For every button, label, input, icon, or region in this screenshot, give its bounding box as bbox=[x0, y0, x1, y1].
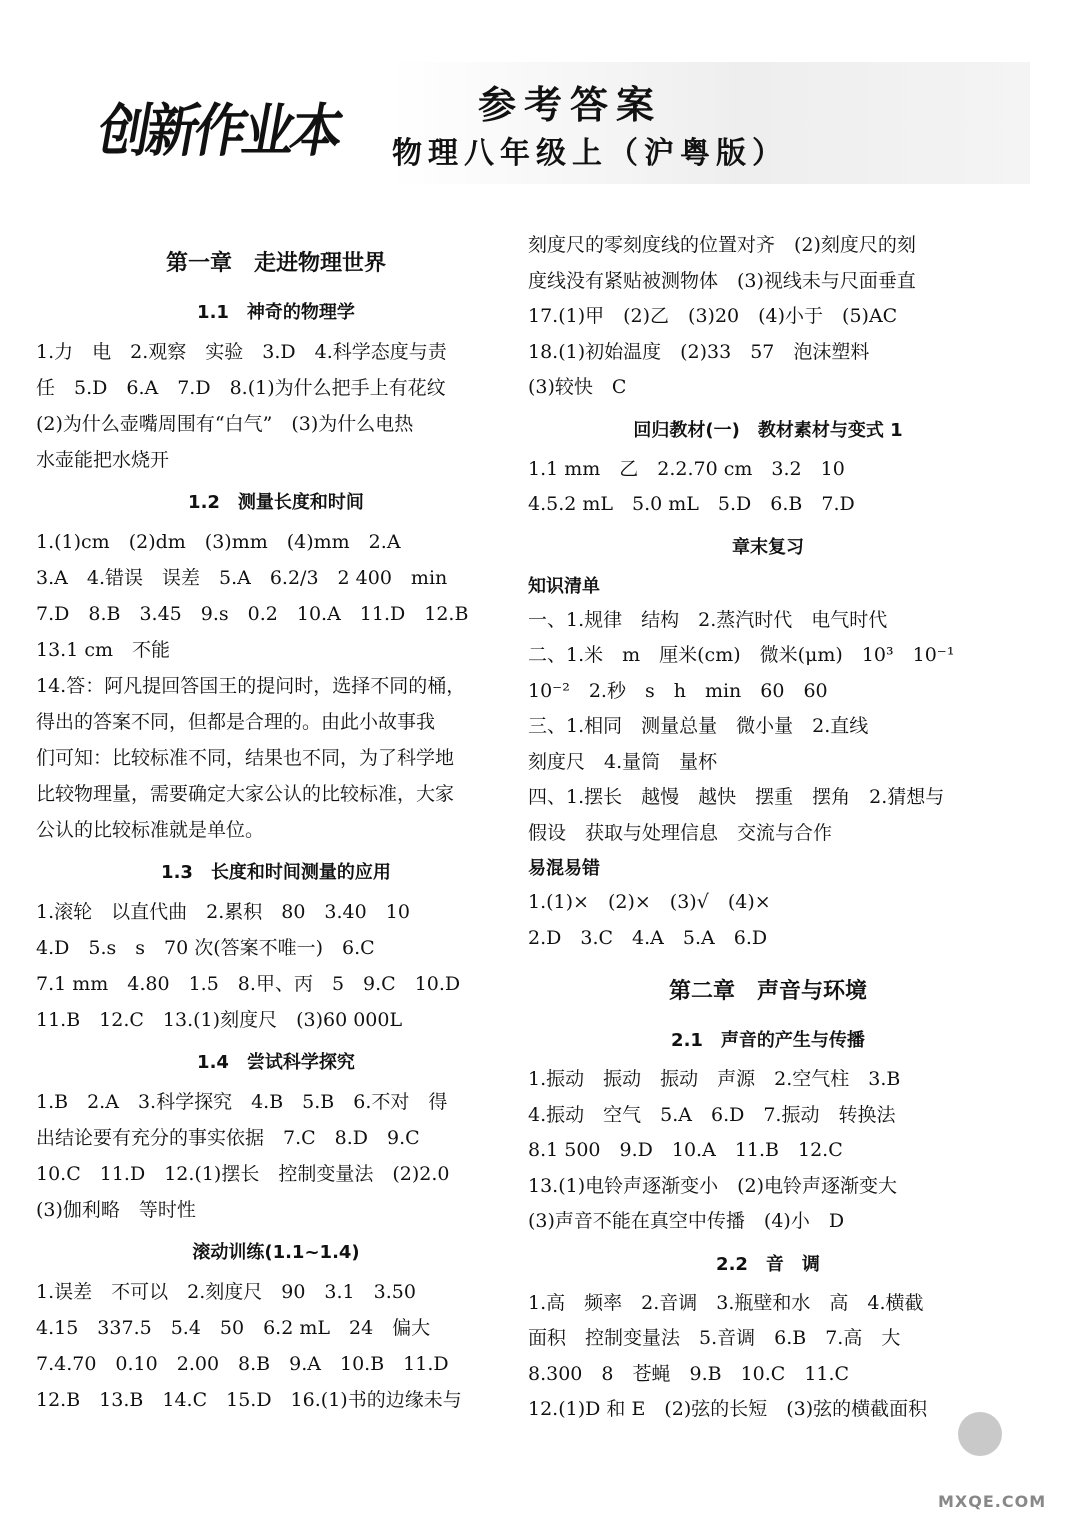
answer-line: 13.(1)电铃声逐渐变小 (2)电铃声逐渐变大 bbox=[528, 1174, 898, 1197]
answer-line: 三、1.相同 测量总量 微小量 2.直线 bbox=[528, 715, 869, 737]
answer-line: 1.振动 振动 振动 声源 2.空气柱 3.B bbox=[528, 1068, 901, 1090]
answer-line: 1.误差 不可以 2.刻度尺 90 3.1 3.50 bbox=[36, 1281, 416, 1303]
answer-line: 18.(1)初始温度 (2)33 57 泡沫塑料 bbox=[528, 340, 870, 363]
answer-line: 1.B 2.A 3.科学探究 4.B 5.B 6.不对 得 bbox=[36, 1091, 448, 1113]
answer-line: 3.A 4.错误 误差 5.A 6.2/3 2 400 min bbox=[36, 567, 448, 589]
section-heading: 1.3 长度和时间测量的应用 bbox=[161, 862, 391, 883]
answer-line: 7.4.70 0.10 2.00 8.B 9.A 10.B 11.D bbox=[36, 1353, 449, 1375]
answer-line: (3)声音不能在真空中传播 (4)小 D bbox=[528, 1210, 845, 1232]
answer-line: 8.1 500 9.D 10.A 11.B 12.C bbox=[528, 1139, 843, 1161]
answer-line: 12.(1)D 和 E (2)弦的长短 (3)弦的横截面积 bbox=[528, 1398, 928, 1420]
section-heading: 1.4 尝试科学探究 bbox=[197, 1052, 355, 1073]
answer-line: 出结论要有充分的事实依据 7.C 8.D 9.C bbox=[36, 1127, 420, 1149]
subsection-heading: 知识清单 bbox=[528, 575, 600, 597]
answer-line: 4.D 5.s s 70 次(答案不唯一) 6.C bbox=[36, 937, 375, 959]
answer-line: 4.振动 空气 5.A 6.D 7.振动 转换法 bbox=[528, 1103, 896, 1126]
answer-line: 1.滚轮 以直代曲 2.累积 80 3.40 10 bbox=[36, 901, 410, 923]
right-column bbox=[528, 228, 1008, 1428]
section-heading: 2.1 声音的产生与传播 bbox=[671, 1030, 865, 1051]
answer-line: 四、1.摆长 越慢 越快 摆重 摆角 2.猜想与 bbox=[528, 786, 945, 808]
answer-line: 公认的比较标准就是单位。 bbox=[36, 819, 265, 841]
answer-line: 得出的答案不同，但都是合理的。由此小故事我 bbox=[36, 711, 436, 733]
answer-line: (3)伽利略 等时性 bbox=[36, 1199, 196, 1221]
answer-line: 二、1.米 m 厘米(cm) 微米(μm) 10³ 10⁻¹ bbox=[528, 644, 955, 666]
section-heading: 1.1 神奇的物理学 bbox=[197, 302, 355, 323]
answer-line: 1.力 电 2.观察 实验 3.D 4.科学态度与责 bbox=[36, 341, 447, 363]
answer-line: 12.B 13.B 14.C 15.D 16.(1)书的边缘未与 bbox=[36, 1389, 462, 1411]
chapter-heading: 第一章 走进物理世界 bbox=[165, 251, 386, 276]
answer-line: 比较物理量，需要确定大家公认的比较标准，大家 bbox=[36, 783, 455, 805]
answer-line: 10.C 11.D 12.(1)摆长 控制变量法 (2)2.0 bbox=[36, 1163, 450, 1185]
answer-line: (3)较快 C bbox=[528, 376, 627, 398]
answer-line: 面积 控制变量法 5.音调 6.B 7.高 大 bbox=[528, 1327, 901, 1349]
answer-line: 1.1 mm 乙 2.2.70 cm 3.2 10 bbox=[528, 457, 845, 480]
page-subtitle: 物理八年级上（沪粤版） bbox=[392, 136, 788, 171]
page-title: 参考答案 bbox=[478, 83, 663, 127]
answer-line: 2.D 3.C 4.A 5.A 6.D bbox=[528, 926, 768, 949]
chapter-heading: 第二章 声音与环境 bbox=[668, 979, 867, 1004]
subsection-heading: 易混易错 bbox=[528, 858, 600, 879]
answer-line: 水壶能把水烧开 bbox=[36, 449, 170, 471]
watermark-text: MXQE.COM bbox=[938, 1492, 1047, 1511]
answer-line: 刻度尺的零刻度线的位置对齐 (2)刻度尺的刻 bbox=[528, 234, 916, 256]
answer-line: 14.答：阿凡提回答国王的提问时，选择不同的桶， bbox=[36, 675, 466, 697]
section-heading: 1.2 测量长度和时间 bbox=[188, 492, 364, 513]
answer-line: 4.15 337.5 5.4 50 6.2 mL 24 偏大 bbox=[36, 1317, 431, 1339]
answer-line: 1.(1)× (2)× (3)√ (4)× bbox=[528, 891, 771, 913]
answer-line: 们可知：比较标准不同，结果也不同，为了科学地 bbox=[36, 747, 455, 769]
answer-line: 4.5.2 mL 5.0 mL 5.D 6.B 7.D bbox=[528, 493, 855, 515]
answer-line: 17.(1)甲 (2)乙 (3)20 (4)小于 (5)AC bbox=[528, 305, 898, 327]
brand-logo: 创新作业本 bbox=[93, 98, 345, 165]
answer-line: 刻度尺 4.量筒 量杯 bbox=[528, 750, 718, 773]
left-column bbox=[36, 228, 516, 1418]
answer-line: (2)为什么壶嘴周围有“白气” (3)为什么电热 bbox=[36, 413, 414, 435]
answer-line: 1.(1)cm (2)dm (3)mm (4)mm 2.A bbox=[36, 531, 401, 553]
section-heading: 章末复习 bbox=[732, 536, 804, 558]
answer-line: 8.300 8 苍蝇 9.B 10.C 11.C bbox=[528, 1362, 850, 1385]
answer-line: 13.1 cm 不能 bbox=[36, 639, 171, 661]
answer-line: 10⁻² 2.秒 s h min 60 60 bbox=[528, 679, 828, 702]
watermark-badge-icon bbox=[958, 1412, 1002, 1456]
answer-line: 任 5.D 6.A 7.D 8.(1)为什么把手上有花纹 bbox=[36, 377, 446, 399]
answer-line: 11.B 12.C 13.(1)刻度尺 (3)60 000L bbox=[36, 1009, 403, 1031]
answer-line: 假设 获取与处理信息 交流与合作 bbox=[528, 821, 833, 844]
answer-line: 一、1.规律 结构 2.蒸汽时代 电气时代 bbox=[528, 608, 888, 631]
answer-line: 度线没有紧贴被测物体 (3)视线未与尺面垂直 bbox=[528, 269, 916, 292]
answer-line: 1.高 频率 2.音调 3.瓶壁和水 高 4.横截 bbox=[528, 1291, 924, 1314]
section-heading: 滚动训练(1.1~1.4) bbox=[192, 1242, 360, 1263]
section-heading: 2.2 音 调 bbox=[716, 1253, 820, 1275]
answer-line: 7.D 8.B 3.45 9.s 0.2 10.A 11.D 12.B bbox=[36, 603, 469, 625]
answer-line: 7.1 mm 4.80 1.5 8.甲、丙 5 9.C 10.D bbox=[36, 973, 461, 995]
section-heading: 回归教材(一) 教材素材与变式 1 bbox=[633, 419, 903, 441]
